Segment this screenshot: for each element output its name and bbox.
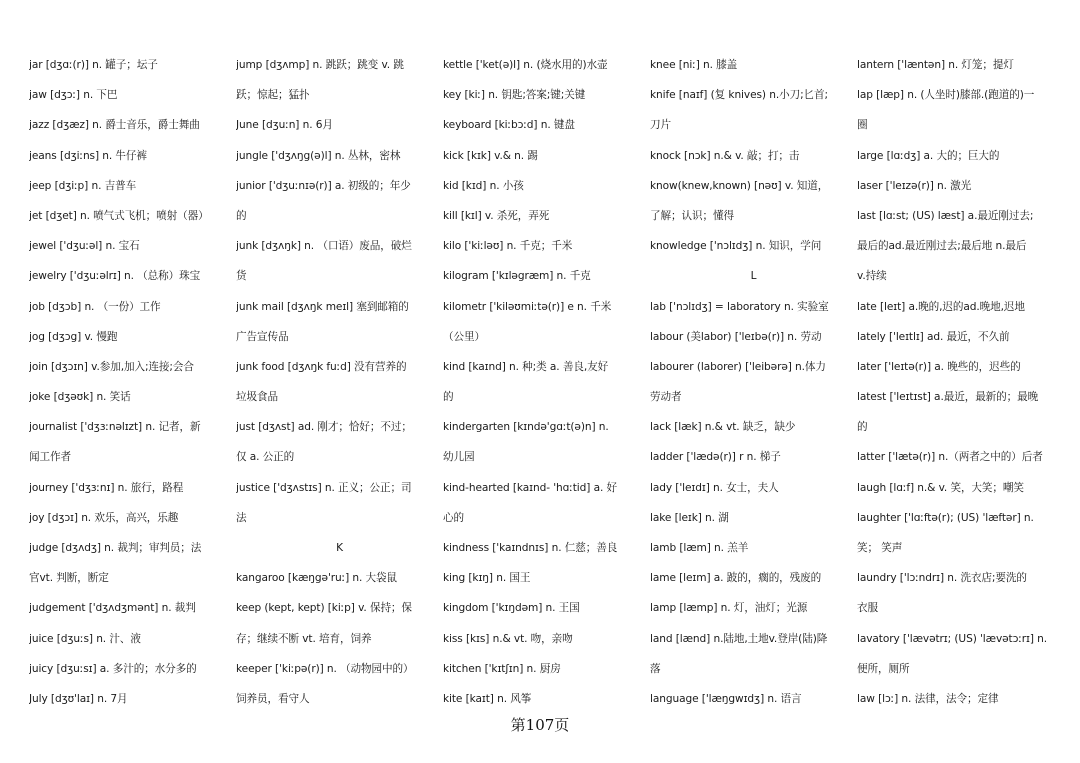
entry-line: June [dʒuːn] n. 6月 bbox=[236, 119, 333, 132]
entry-line: knowledge ['nɔlɪdʒ] n. 知识，学问 bbox=[650, 240, 822, 253]
entry-line: junk food [dʒʌŋk fuːd] 没有营养的 bbox=[236, 360, 407, 373]
entry-line: kangaroo [kæŋgə'ruː] n. 大袋鼠 bbox=[236, 572, 398, 585]
entry-line: lake [leɪk] n. 湖 bbox=[650, 511, 729, 524]
word-columns bbox=[29, 50, 1069, 714]
entry-line: juicy [dʒuːsɪ] a. 多汁的；水分多的 bbox=[29, 662, 197, 675]
entry-line: jet [dʒet] n. 喷气式飞机；喷射（器） bbox=[29, 209, 209, 222]
column-1 bbox=[29, 50, 236, 714]
entry-line: land [lænd] n.陆地,土地v.登岸(陆)降 bbox=[650, 632, 828, 645]
entry-line: just [dʒʌst] ad. 刚才；恰好；不过； bbox=[236, 421, 412, 434]
entry-line: last [lɑːst; (US) læst] a.最近刚过去; bbox=[857, 209, 1034, 222]
column-4 bbox=[650, 50, 857, 714]
entry-line: lack [læk] n.& vt. 缺乏，缺少 bbox=[650, 421, 796, 434]
entry-line: v.持续 bbox=[857, 270, 887, 283]
entry-line: kindness ['kaɪndnɪs] n. 仁慈；善良 bbox=[443, 542, 618, 554]
entry-line: 法 bbox=[236, 511, 247, 524]
entry-line: lap [læp] n. (人坐时)膝部.(跑道的)一 bbox=[857, 89, 1035, 102]
entry-line: 的 bbox=[443, 391, 454, 404]
entry-line: kilometr ['kiləʊmiːtə(r)] e n. 千米 bbox=[443, 300, 612, 313]
entry-line: kitchen ['kɪtʃɪn] n. 厨房 bbox=[443, 662, 561, 675]
entry-line: later ['leɪtə(r)] a. 晚些的，迟些的 bbox=[857, 360, 1021, 373]
entry-line: kind-hearted [kaɪnd- 'hɑːtid] a. 好 bbox=[443, 481, 617, 494]
entry-line: 便所，厕所 bbox=[857, 662, 910, 675]
entry-line: jeep [dʒiːp] n. 吉普车 bbox=[29, 179, 137, 192]
entry-line: 落 bbox=[650, 662, 661, 675]
entry-line: kettle ['ket(ə)l] n. (烧水用的)水壶 bbox=[443, 59, 608, 71]
entry-line: kilogram ['kɪləgræm] n. 千克 bbox=[443, 270, 591, 283]
page-number: 第107页 bbox=[510, 716, 570, 734]
entry-line: 官vt. 判断，断定 bbox=[29, 572, 109, 585]
entry-line: 最后的ad.最近刚过去;最后地 n.最后 bbox=[857, 240, 1027, 253]
entry-line: juice [dʒuːs] n. 汁、液 bbox=[29, 632, 141, 645]
entry-line: （公里） bbox=[443, 330, 485, 343]
entry-line: kingdom ['kɪŋdəm] n. 王国 bbox=[443, 602, 580, 615]
entry-line: jaw [dʒɔː] n. 下巴 bbox=[29, 89, 118, 102]
entry-line: 衣服 bbox=[857, 602, 878, 615]
entry-line: joke [dʒəʊk] n. 笑话 bbox=[29, 391, 131, 404]
column-3 bbox=[443, 50, 650, 714]
entry-line: laser ['leɪzə(r)] n. 激光 bbox=[857, 179, 972, 192]
entry-line: key [kiː] n. 钥匙;答案;键;关键 bbox=[443, 89, 586, 102]
entry-line: 笑； 笑声 bbox=[857, 542, 903, 554]
entry-line: keep (kept, kept) [kiːp] v. 保持；保 bbox=[236, 602, 412, 615]
entry-line: latest ['leɪtɪst] a.最近，最新的；最晚 bbox=[857, 391, 1039, 404]
entry-line: knee [niː] n. 膝盖 bbox=[650, 59, 738, 71]
entry-line: laugh [lɑːf] n.& v. 笑，大笑；嘲笑 bbox=[857, 481, 1024, 494]
entry-line: journalist ['dʒɜːnəlɪzt] n. 记者，新 bbox=[29, 421, 201, 434]
entry-line: latter ['lætə(r)] n.（两者之中的）后者 bbox=[857, 451, 1043, 464]
entry-line: kind [kaɪnd] n. 种;类 a. 善良,友好 bbox=[443, 360, 609, 373]
entry-line: join [dʒɔɪn] v.参加,加入;连接;会合 bbox=[29, 360, 194, 373]
entry-line: kite [kaɪt] n. 风筝 bbox=[443, 692, 532, 705]
column-2 bbox=[236, 50, 443, 714]
entry-line: 存；继续不断 vt. 培育，饲养 bbox=[236, 632, 372, 645]
entry-line: king [kɪŋ] n. 国王 bbox=[443, 572, 531, 585]
entry-line: jeans [dʒiːns] n. 牛仔裤 bbox=[29, 149, 147, 162]
entry-line: 广告宣传品 bbox=[236, 330, 289, 343]
entry-line: joy [dʒɔɪ] n. 欢乐，高兴，乐趣 bbox=[29, 511, 179, 524]
entry-line: lamp [læmp] n. 灯，油灯；光源 bbox=[650, 602, 808, 615]
entry-line: junk [dʒʌŋk] n. （口语）废品，破烂 bbox=[236, 240, 412, 253]
entry-line: 劳动者 bbox=[650, 391, 682, 404]
entry-line: knock [nɔk] n.& v. 敲；打；击 bbox=[650, 149, 800, 162]
entry-line: large [lɑːdʒ] a. 大的；巨大的 bbox=[857, 149, 1000, 162]
entry-line: journey ['dʒɜːnɪ] n. 旅行，路程 bbox=[29, 481, 184, 494]
entry-line: lately ['leɪtlɪ] ad. 最近，不久前 bbox=[857, 330, 1010, 343]
entry-line: know(knew,known) [nəʊ] v. 知道， bbox=[650, 179, 829, 192]
entry-line: 垃圾食品 bbox=[236, 391, 278, 404]
entry-line: knife [naɪf] (复 knives) n.小刀;匕首; bbox=[650, 89, 829, 102]
entry-line: 闻工作者 bbox=[29, 451, 71, 464]
entry-line: jungle ['dʒʌŋg(ə)l] n. 丛林，密林 bbox=[236, 149, 401, 162]
entry-line: July [dʒʊ'laɪ] n. 7月 bbox=[29, 692, 128, 705]
entry-line: lavatory ['lævətrɪ; (US) 'lævətɔːrɪ] n. bbox=[857, 632, 1048, 645]
section-letter-heading: L bbox=[750, 270, 757, 283]
entry-line: 仅 a. 公正的 bbox=[236, 451, 295, 464]
entry-line: junior ['dʒuːnɪə(r)] a. 初级的；年少 bbox=[236, 179, 411, 192]
entry-line: laundry ['lɔːndrɪ] n. 洗衣店;要洗的 bbox=[857, 572, 1027, 585]
entry-line: kilo ['kiːləʊ] n. 千克；千米 bbox=[443, 240, 573, 253]
entry-line: laughter ['lɑːftə(r); (US) 'læftər] n. bbox=[857, 511, 1034, 524]
entry-line: keyboard [kiːbɔːd] n. 键盘 bbox=[443, 119, 575, 132]
entry-line: jog [dʒɔg] v. 慢跑 bbox=[29, 330, 118, 343]
entry-line: lantern ['læntən] n. 灯笼；提灯 bbox=[857, 59, 1014, 71]
entry-line: 圈 bbox=[857, 119, 868, 132]
entry-line: law [lɔː] n. 法律，法令；定律 bbox=[857, 692, 999, 705]
entry-line: 饲养员，看守人 bbox=[236, 692, 310, 705]
column-5 bbox=[857, 50, 1064, 714]
entry-line: ladder ['lædə(r)] r n. 梯子 bbox=[650, 451, 781, 464]
entry-line: 跃；惊起；猛扑 bbox=[236, 89, 310, 102]
entry-line: lame [leɪm] a. 跛的，瘸的，残废的 bbox=[650, 572, 822, 585]
entry-line: jump [dʒʌmp] n. 跳跃；跳变 v. 跳 bbox=[236, 59, 404, 71]
entry-line: 货 bbox=[236, 270, 247, 283]
entry-line: justice ['dʒʌstɪs] n. 正义；公正；司 bbox=[236, 481, 412, 494]
entry-line: 幼儿园 bbox=[443, 451, 475, 464]
entry-line: jewel ['dʒuːəl] n. 宝石 bbox=[29, 240, 140, 253]
entry-line: language ['læŋgwɪdʒ] n. 语言 bbox=[650, 692, 802, 705]
entry-line: keeper ['kiːpə(r)] n. （动物园中的） bbox=[236, 662, 414, 675]
entry-line: jewelry ['dʒuːəlrɪ] n. （总称）珠宝 bbox=[29, 270, 201, 283]
entry-line: junk mail [dʒʌŋk meɪl] 塞到邮箱的 bbox=[236, 300, 409, 313]
entry-line: judge [dʒʌdʒ] n. 裁判；审判员；法 bbox=[29, 542, 202, 554]
entry-line: kiss [kɪs] n.& vt. 吻，亲吻 bbox=[443, 632, 573, 645]
entry-line: 心的 bbox=[443, 511, 464, 524]
entry-line: 了解；认识；懂得 bbox=[650, 209, 734, 222]
entry-line: kindergarten [kɪndə'gɑːt(ə)n] n. bbox=[443, 421, 609, 434]
entry-line: kill [kɪl] v. 杀死，弄死 bbox=[443, 209, 550, 222]
entry-line: 的 bbox=[857, 421, 868, 434]
entry-line: jar [dʒɑː(r)] n. 罐子；坛子 bbox=[29, 59, 158, 71]
entry-line: kick [kɪk] v.& n. 踢 bbox=[443, 149, 538, 162]
entry-line: 的 bbox=[236, 209, 247, 222]
entry-line: lamb [læm] n. 羔羊 bbox=[650, 542, 749, 554]
entry-line: labourer (laborer) ['leibərə] n.体力 bbox=[650, 360, 826, 373]
entry-line: jazz [dʒæz] n. 爵士音乐，爵士舞曲 bbox=[29, 119, 200, 132]
entry-line: labour (美labor) ['leɪbə(r)] n. 劳动 bbox=[650, 330, 822, 343]
entry-line: judgement ['dʒʌdʒmənt] n. 裁判 bbox=[29, 602, 196, 615]
entry-line: lady ['leɪdɪ] n. 女士，夫人 bbox=[650, 481, 779, 494]
entry-line: job [dʒɔb] n. （一份）工作 bbox=[29, 300, 161, 313]
entry-line: 刀片 bbox=[650, 119, 671, 132]
section-letter-heading: K bbox=[336, 542, 343, 554]
entry-line: late [leɪt] a.晚的,迟的ad.晚地,迟地 bbox=[857, 300, 1025, 313]
entry-line: kid [kɪd] n. 小孩 bbox=[443, 179, 524, 192]
entry-line: lab ['nɔlɪdʒ] = laboratory n. 实验室 bbox=[650, 300, 829, 313]
